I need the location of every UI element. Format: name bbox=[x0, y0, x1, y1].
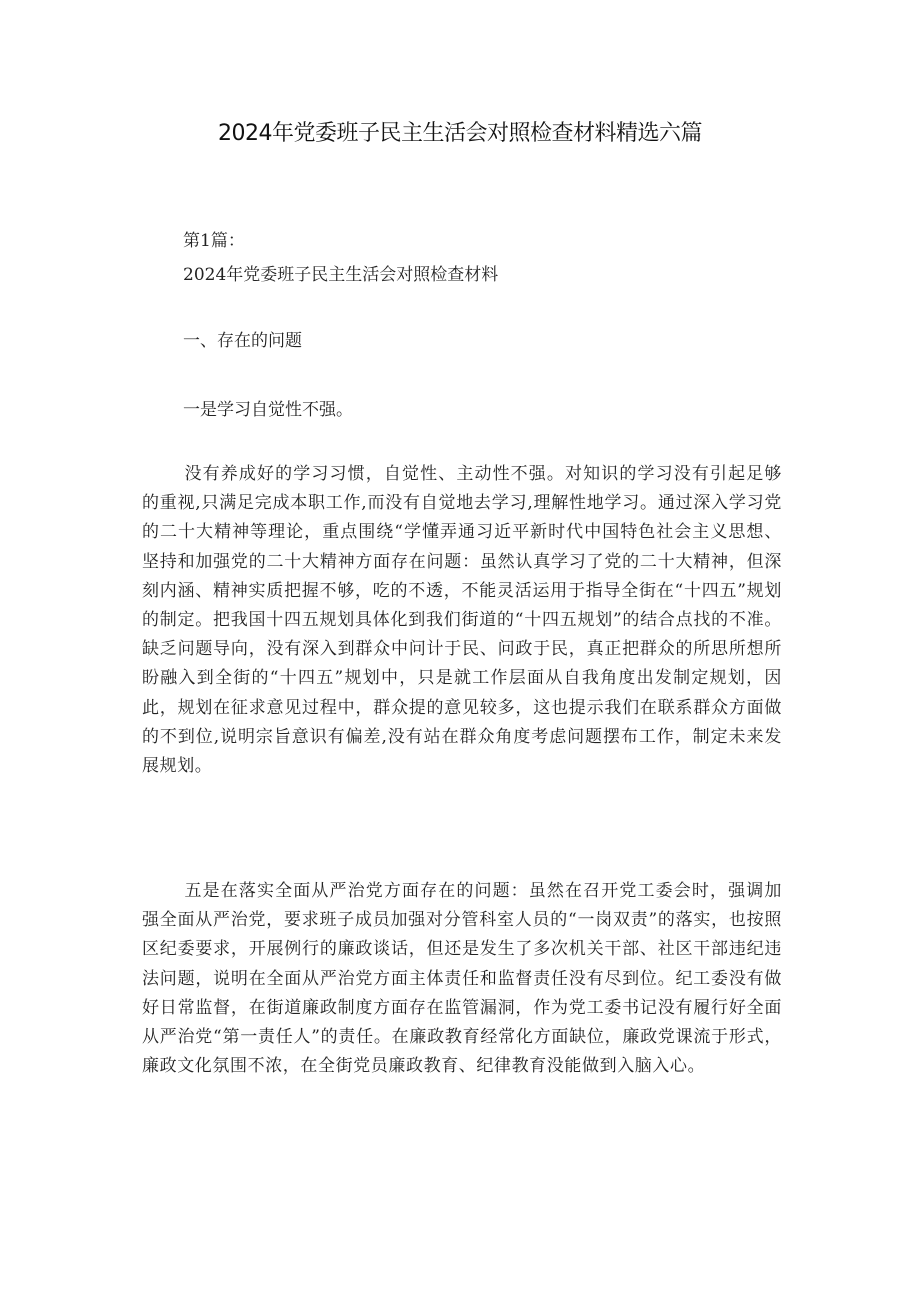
body-paragraph: 没有养成好的学习习惯，自觉性、主动性不强。对知识的学习没有引起足够的重视,只满足完成本职工作,而没有自觉地去学习,理解性地学习。通过深入学习党的二十大精神等理论，重点围绕“学懂弄通习近平新时代中国特色社会主义思想、坚持和加强党的二十大精神方面存在问题：虽然认真学习了党的二十大精神，但深刻内涵、精神实质把握不够，吃的不透，不能灵活运用于指导全街在“十四五”规划的制定。把我国十四五规划具体化到我们街道的“十四五规划”的结合点找的不准。缺乏问题导向，没有深入到群众中问计于民、问政于民，真正把群众的所思所想所盼融入到全街的“十四五”规划中，只是就工作层面从自我角度出发制定规划，因此，规划在征求意见过程中，群众提的意见较多，这也提示我们在联系群众方面做的不到位,说明宗旨意识有偏差,没有站在群众角度考虑问题摆布工作，制定未来发展规划。 bbox=[142, 464, 782, 777]
body-paragraph: 五是在落实全面从严治党方面存在的问题：虽然在召开党工委会时，强调加强全面从严治党，要求班子成员加强对分管科室人员的“一岗双责”的落实，也按照区纪委要求，开展例行的廉政谈话，但还是发生了多次机关干部、社区干部违纪违法问题，说明在全面从严治党方面主体责任和监督责任没有尽到位。纪工委没有做好日常监督，在街道廉政制度方面存在监管漏洞，作为党工委书记没有履行好全面从严治党“第一责任人”的责任。在廉政教育经常化方面缺位，廉政党课流于形式，廉政文化氛围不浓，在全街党员廉政教育、纪律教育没能做到入脑入心。 bbox=[142, 881, 782, 1077]
section-heading: 一、存在的问题 bbox=[183, 331, 302, 351]
document-title: 2024年党委班子民主生活会对照检查材料精选六篇 bbox=[218, 121, 702, 146]
subheading: 一是学习自觉性不强。 bbox=[183, 400, 353, 420]
document-subtitle: 2024年党委班子民主生活会对照检查材料 bbox=[183, 265, 499, 285]
part-label: 第1篇： bbox=[183, 231, 245, 251]
